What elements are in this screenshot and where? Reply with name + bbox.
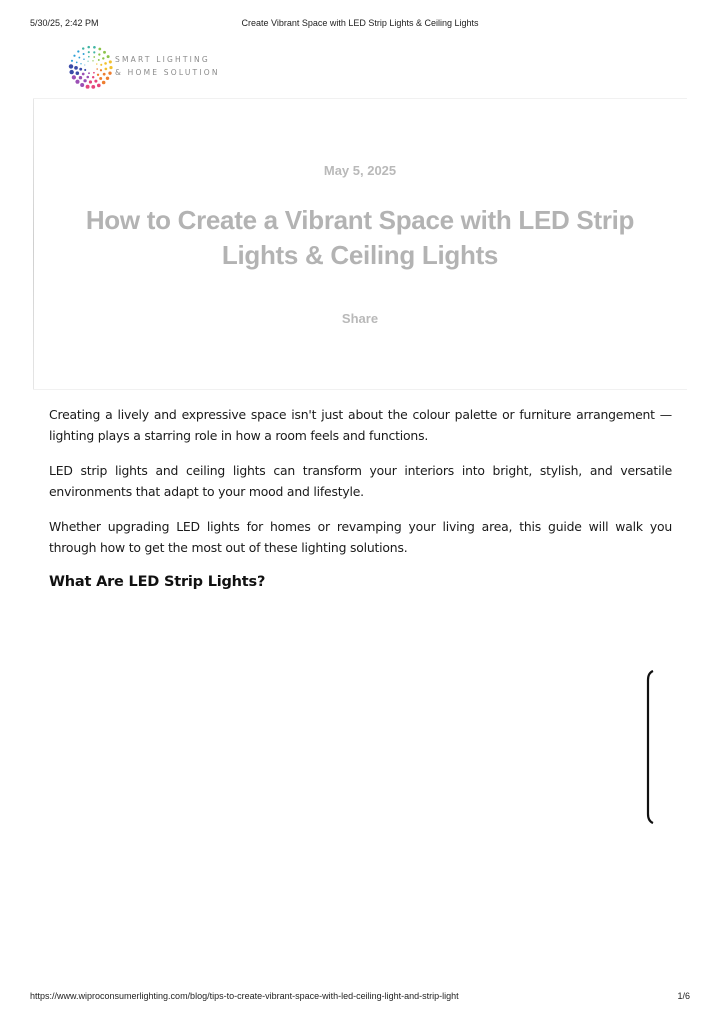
logo-dot	[80, 63, 81, 64]
logo-dot	[96, 68, 98, 70]
logo-dot	[109, 60, 112, 63]
logo-dot	[100, 69, 102, 71]
print-datetime: 5/30/25, 2:42 PM	[30, 18, 99, 28]
logo-dot	[82, 73, 85, 76]
post-title	[53, 203, 667, 273]
logo-dot	[72, 75, 76, 79]
logo-dot	[76, 71, 80, 75]
post-hero	[33, 98, 687, 390]
logo-dot	[82, 47, 84, 49]
logo-dot	[80, 83, 84, 87]
logo-dot	[88, 56, 90, 58]
logo-dot	[69, 64, 73, 68]
logo-dot	[100, 64, 102, 66]
article-body	[49, 404, 672, 590]
logo-dot	[93, 46, 96, 49]
logo-dot	[98, 48, 101, 51]
logo-dot	[87, 61, 88, 62]
post-title-line-1: How to Create a Vibrant Space with LED Strip	[85, 205, 635, 235]
logo-dot	[83, 53, 85, 55]
logo-dot	[74, 66, 78, 70]
logo-dot	[93, 56, 95, 58]
logo-dot	[75, 80, 79, 84]
post-date: May 5, 2025	[323, 163, 397, 178]
logo-dot	[77, 50, 79, 52]
article-paragraph: Creating a lively and expressive space isn't just about the colour palette or furniture arrangement — lighting plays a starring role in how a room feels and functions.	[49, 407, 672, 443]
logo-dot	[86, 85, 90, 89]
page-url[interactable]: https://www.wiproconsumerlighting.com/blog/tips-to-create-vibrant-space-with-led-ceiling-light-and-strip-light	[30, 991, 459, 1001]
logo-dot	[92, 60, 93, 61]
logo-dot	[97, 74, 99, 76]
site-logo[interactable]	[68, 44, 238, 92]
logo-dot	[91, 85, 95, 89]
logo-dot	[99, 77, 102, 80]
logo-dot	[97, 84, 101, 88]
logo-dot	[79, 68, 82, 71]
logo-dot	[103, 73, 106, 76]
logo-dot	[103, 51, 106, 54]
logo-dot	[102, 57, 104, 59]
logo-dot	[106, 77, 109, 80]
logo-dot	[87, 46, 90, 49]
logo-dot	[107, 55, 110, 58]
article-paragraph: Whether upgrading LED lights for homes or revamping your living area, this guide will walk you through how to get the most out of these lighting solutions.	[49, 519, 672, 555]
logo-dot	[98, 53, 100, 55]
logo-dot	[109, 66, 112, 69]
logo-dot	[108, 72, 111, 75]
logo-dot	[105, 68, 108, 71]
logo-dot	[86, 76, 89, 79]
section-heading: What Are LED Strip Lights?	[49, 574, 266, 590]
logo-dot	[88, 72, 90, 74]
logo-dot	[84, 64, 85, 65]
logo-dot	[102, 81, 106, 85]
post-title-line-2: Lights & Ceiling Lights	[221, 240, 499, 270]
page-number: 1/6	[677, 991, 690, 1001]
logo-dot	[83, 79, 86, 82]
print-page-title: Create Vibrant Space with LED Strip Lights & Ceiling Lights	[241, 18, 479, 28]
logo-dot	[76, 62, 78, 64]
logo-dot	[73, 55, 75, 57]
logo-dot	[83, 58, 84, 59]
logo-dot	[78, 57, 80, 59]
logo-line-2: & HOME SOLUTION	[115, 68, 220, 77]
logo-dot	[96, 63, 97, 64]
logo-dot	[93, 72, 95, 74]
logo-dot	[88, 51, 90, 53]
logo-dot	[98, 59, 100, 61]
bracket-decoration	[645, 670, 655, 824]
logo-dot	[79, 76, 82, 79]
logo-dot	[84, 69, 86, 71]
article-paragraph: LED strip lights and ceiling lights can transform your interiors into bright, stylish, and versatile environments that adapt to your mood and lifestyle.	[49, 463, 672, 499]
logo-dot	[89, 80, 92, 83]
logo-line-1: SMART LIGHTING	[115, 55, 210, 64]
logo-dot	[104, 62, 107, 65]
dotted-circle-logo-icon	[68, 44, 114, 90]
share-button[interactable]: Share	[341, 311, 379, 326]
logo-dot	[71, 60, 73, 62]
logo-dot	[69, 70, 73, 74]
logo-wordmark	[115, 53, 220, 79]
logo-dot	[94, 80, 97, 83]
logo-dot	[92, 76, 94, 78]
logo-dot	[93, 51, 95, 53]
hero-divider	[33, 99, 34, 389]
